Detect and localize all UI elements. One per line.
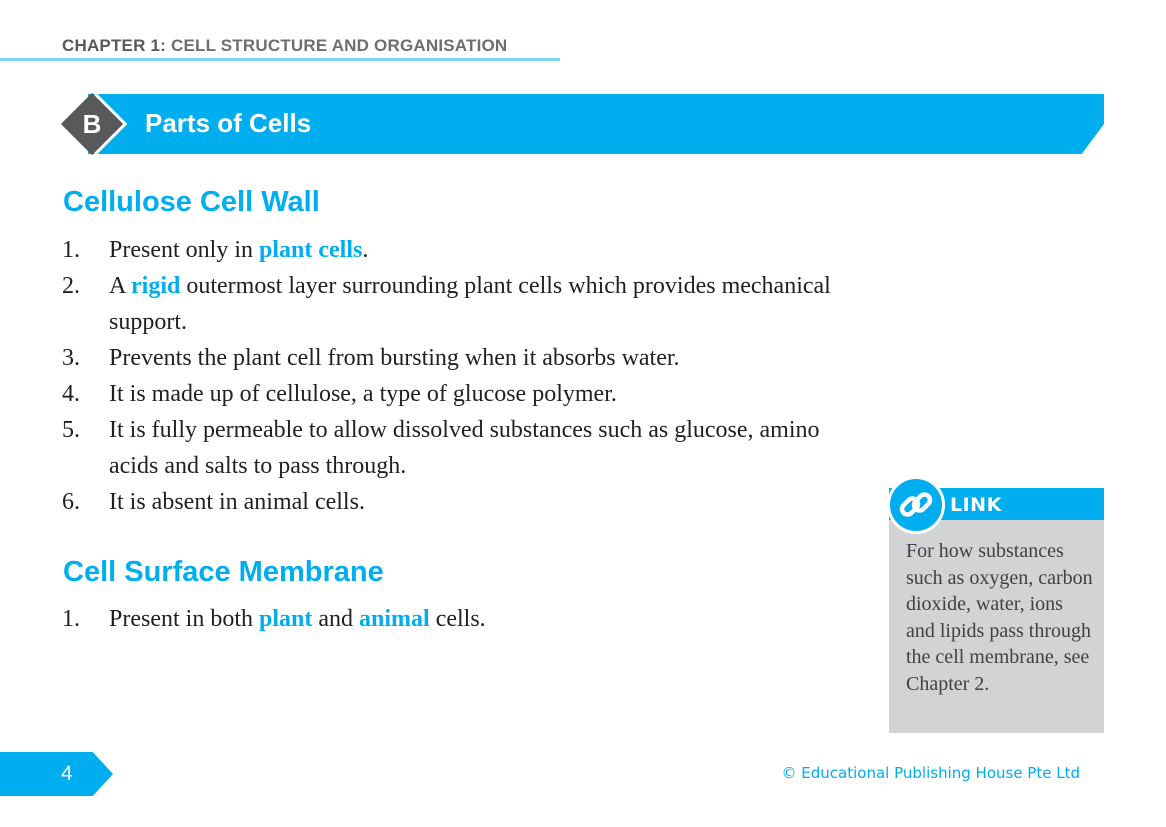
list-item — [62, 340, 862, 376]
list-number: 2. — [62, 273, 80, 299]
page-number-tab — [0, 752, 113, 796]
chapter-header — [62, 36, 507, 56]
cell-surface-membrane-list — [62, 601, 862, 637]
list-number: 1. — [62, 606, 80, 632]
section-badge — [61, 93, 125, 157]
list-item — [62, 412, 862, 484]
list-number: 5. — [62, 417, 80, 443]
chapter-separator: : — [160, 36, 167, 55]
list-number: 1. — [62, 237, 80, 263]
badge-letter: B — [82, 109, 102, 139]
list-text: Present in both — [109, 606, 259, 632]
cellulose-cell-wall-list — [62, 232, 862, 520]
list-text: It is made up of cellulose, a type of glucose polymer. — [109, 381, 617, 407]
header-rule — [0, 58, 560, 61]
highlight-term: rigid — [131, 273, 181, 299]
list-item — [62, 268, 862, 340]
list-item — [62, 232, 862, 268]
list-number: 6. — [62, 489, 80, 515]
chain-link-icon — [887, 476, 945, 534]
list-text: . — [362, 237, 369, 263]
highlight-term: plant — [259, 606, 313, 632]
page-number: 4 — [61, 762, 73, 785]
list-text: Prevents the plant cell from bursting when it absorbs water. — [109, 345, 680, 371]
section-title: Parts of Cells — [145, 108, 312, 138]
list-text: It is fully permeable to allow dissolved substances such as glucose, amino acids and salts to pass through. — [109, 417, 820, 479]
list-item — [62, 484, 862, 520]
list-text: and — [312, 606, 360, 632]
list-number: 3. — [62, 345, 80, 371]
list-text: cells. — [429, 606, 486, 632]
list-item — [62, 376, 862, 412]
highlight-term: animal — [359, 606, 430, 632]
copyright-notice: © Educational Publishing House Pte Ltd — [781, 764, 1080, 782]
list-text: Present only in — [109, 237, 259, 263]
heading-cellulose-cell-wall: Cellulose Cell Wall — [63, 186, 320, 218]
link-label: LINK — [950, 494, 1002, 516]
list-item — [62, 601, 862, 637]
chapter-label: CHAPTER 1 — [62, 36, 161, 55]
chapter-title: CELL STRUCTURE AND ORGANISATION — [170, 36, 508, 55]
list-number: 4. — [62, 381, 80, 407]
link-text: For how substances such as oxygen, carbon dioxide, water, ions and lipids pass through the cell membrane, see Chapter 2. — [906, 540, 1093, 695]
highlight-term: plant cells — [259, 237, 363, 263]
heading-cell-surface-membrane: Cell Surface Membrane — [63, 556, 384, 588]
list-text: outermost layer surrounding plant cells which provides mechanical support. — [109, 273, 831, 335]
list-text: It is absent in animal cells. — [109, 489, 365, 515]
list-text: A — [109, 273, 132, 299]
